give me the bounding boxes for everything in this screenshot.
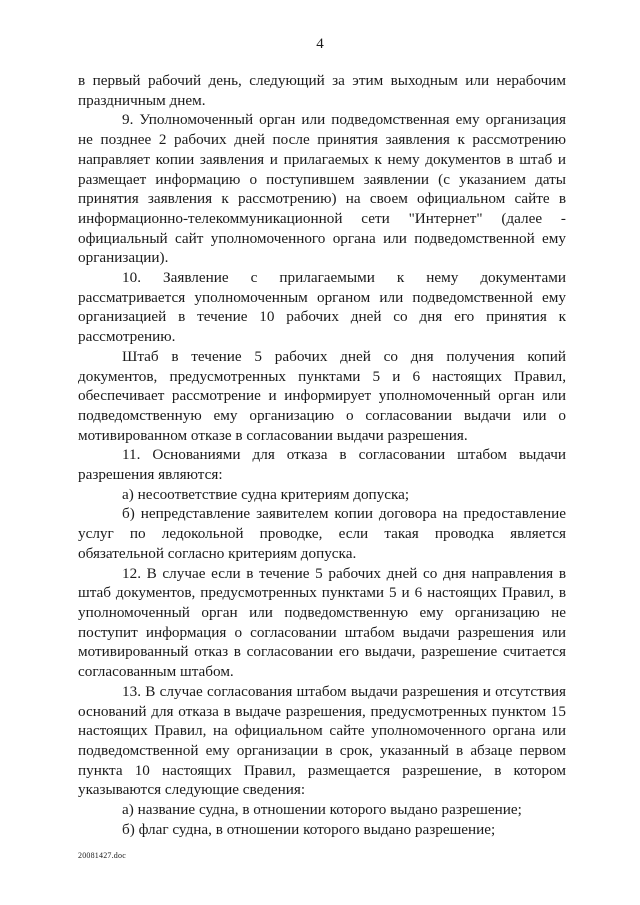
paragraph-clause-13-a: а) название судна, в отношении которого выдано разрешение; [122, 801, 522, 819]
paragraph-clause-11-b: б) непредставление заявителем копии договора на предоставление услуг по ледокольной проводке, если такая проводка является обязательной согласно критериям допуска. [78, 505, 566, 562]
paragraph-clause-12: 12. В случае если в течение 5 рабочих дней со дня направления в штаб документов, предусмотренных пунктами 5 и 6 настоящих Правил, в уполномоченный орган или подведомственную ему организацию не поступит информация о согласовании штабом выдачи разрешения или мотивированный отказ в согласовании его выдачи, разрешение считается согласованным штабом. [78, 564, 566, 681]
paragraph-clause-9: 9. Уполномоченный орган или подведомственная ему организация не позднее 2 рабочих дней после принятия заявления к рассмотрению направляет копии заявления и прилагаемых к нему документов в штаб и размещает информацию о поступившем заявлении (с указанием даты принятия заявления к рассмотрению) на своем официальном сайте в информационно-телекоммуникационной сети "Интернет" (далее - официальный сайт уполномоченного органа или подведомственной ему организации). [78, 111, 566, 267]
paragraph-staff-review: Штаб в течение 5 рабочих дней со дня получения копий документов, предусмотренных пунктами 5 и 6 настоящих Правил, обеспечивает рассмотрение и информирует уполномоченный орган или подведомственную ему организацию о согласовании выдачи или о мотивированном отказе в согласовании выдачи разрешения. [78, 347, 566, 444]
paragraph-clause-11: 11. Основаниями для отказа в согласовании штабом выдачи разрешения являются: [78, 446, 566, 484]
paragraph-clause-10: 10. Заявление с прилагаемыми к нему документами рассматривается уполномоченным органом или подведомственной ему организацией в течение 10 рабочих дней со дня его принятия к рассмотрению. [78, 269, 566, 346]
footer-file-code: 20081427.doc [78, 851, 126, 860]
paragraph-clause-13-b: б) флаг судна, в отношении которого выдано разрешение; [122, 820, 496, 838]
document-body [78, 71, 566, 839]
page-number: 4 [316, 36, 324, 52]
paragraph-clause-11-a: а) несоответствие судна критериям допуска; [122, 485, 410, 503]
paragraph-clause-13: 13. В случае согласования штабом выдачи разрешения и отсутствия оснований для отказа в выдаче разрешения, предусмотренных пунктом 15 настоящих Правил, на официальном сайте уполномоченного органа или подведомственной ему организации в срок, указанный в абзаце первом пункта 10 настоящих Правил, размещается разрешение, в котором указываются следующие сведения: [78, 682, 566, 799]
paragraph-continuation: в первый рабочий день, следующий за этим выходным или нерабочим праздничным днем. [78, 72, 566, 109]
